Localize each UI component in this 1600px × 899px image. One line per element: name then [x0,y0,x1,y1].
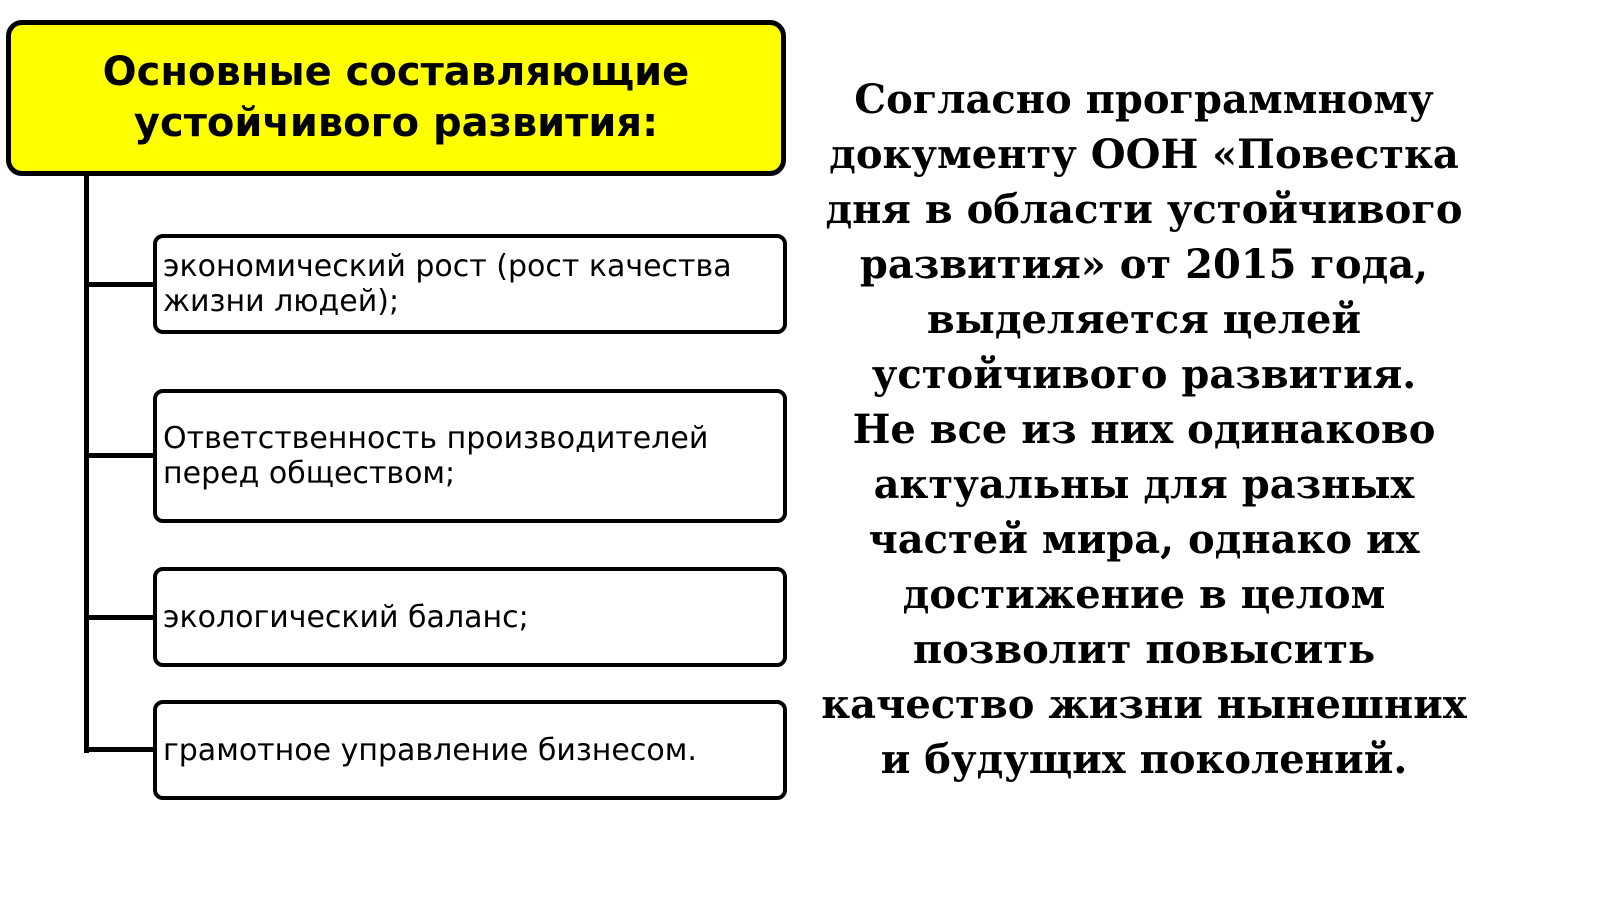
component-box-3 [153,567,787,667]
component-box-2 [153,389,787,523]
connector-branch-3 [84,615,156,620]
connector-branch-1 [84,282,156,287]
connector-branch-2 [84,453,156,458]
diagram-title: Основные составляющие устойчивого развития: [102,49,690,146]
component-label-2: Ответственность производителей перед обществом; [163,421,709,491]
connector-branch-4 [84,747,156,752]
component-label-4: грамотное управление бизнесом. [163,732,697,768]
component-box-1 [153,234,787,334]
component-box-4 [153,700,787,800]
note-paragraph-2: Не все из них одинаково актуальны для разных частей мира, однако их достижение в целом позволит повысить качество жизни нынешних и будущих поколений. [821,406,1467,783]
connector-trunk [84,176,89,753]
diagram-title-box [6,20,786,176]
component-label-1: экономический рост (рост качества жизни людей); [163,249,732,319]
note-paragraph-1: Согласно программному документу ООН «Повестка дня в области устойчивого развития» от 2015 года, выделяется целей устойчивого развития. [825,76,1463,398]
explanatory-note [812,72,1476,787]
component-label-3: экологический баланс; [163,599,529,635]
